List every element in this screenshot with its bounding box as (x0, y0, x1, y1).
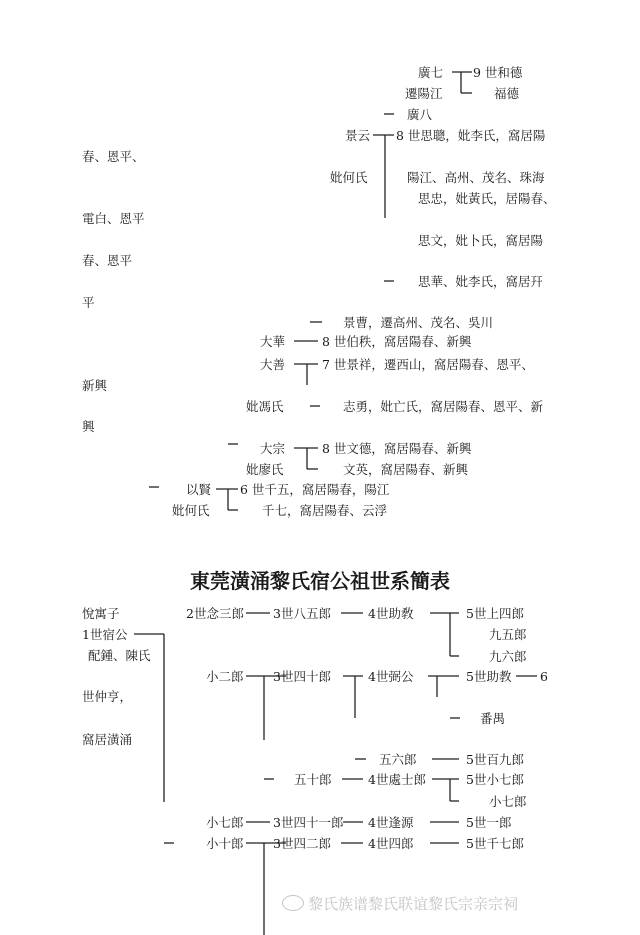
gen3-si-er-lang: 3世四二郎 (273, 836, 331, 851)
name-xiao-er-lang: 小二郎 (206, 669, 244, 684)
gen5-zhu-jiao: 5世助教 (466, 669, 512, 684)
gen4-chu-shi-lang: 4世處士郎 (368, 772, 426, 787)
gen4-feng-yuan: 4世逢源 (368, 815, 414, 830)
gen4-bi-gong: 4世弼公 (368, 669, 414, 684)
wife-feng: 妣馮氏 (246, 399, 284, 414)
genealogy-table-title: 東莞潢涌黎氏宿公祖世系簡表 (190, 569, 450, 593)
gen9-he-de: 9 世和德 (473, 65, 523, 80)
name-xiao-qi-lang-2: 小七郎 (206, 815, 244, 830)
left-note-yue-yu-zi: 悅寓子 (82, 606, 120, 621)
name-guang-ba: 廣八 (407, 107, 433, 122)
wives-zhong-chen: 配鍾、陳氏 (88, 648, 151, 663)
name-wu-shi-lang: 五十郎 (294, 772, 332, 787)
gen8-bo-zhi: 8 世伯秩，窩居陽春、新興 (322, 334, 472, 349)
gen4-zhu-jiao: 4世助敎 (368, 606, 414, 621)
name-si-wen: 思文，妣卜氏，窩居陽 (418, 233, 544, 248)
watermark-text: 黎氏族谱黎氏联谊黎氏宗亲宗祠 (308, 895, 519, 913)
left-note-6: 興 (82, 419, 95, 434)
wife-he: 妣何氏 (330, 170, 368, 185)
gen3-si-shi-lang: 3世四十郎 (273, 669, 331, 684)
name-jing-yun: 景云 (345, 128, 371, 143)
name-si-hua: 思華、妣李氏，窩居幵 (418, 274, 544, 289)
left-note-zhong-heng: 世仲亨， (82, 689, 133, 704)
gen6-qian-wu: 6 世千五，窩居陽春，陽江 (240, 482, 390, 497)
gen1-su-gong: 1世宿公 (82, 627, 128, 642)
name-guang-qi: 廣七 (418, 65, 444, 80)
gen7-jing-xiang: 7 世景祥，遷西山，窩居陽春、恩平、 (322, 357, 534, 372)
name-zhi-yong: 志勇，妣亡氏，窩居陽春、恩平、新 (343, 399, 544, 414)
gen5-yi-lang: 5世一郎 (466, 815, 512, 830)
gen5-qian-qi-lang: 5世千七郎 (466, 836, 524, 851)
name-xiao-shi-lang: 小十郎 (206, 836, 244, 851)
name-jing-cao: 景曹，遷高州、茂名、吳川 (343, 315, 494, 330)
gen6-marker: 6 (540, 669, 548, 684)
gen8-wen-de: 8 世文德，窩居陽春、新興 (322, 441, 472, 456)
wife-he-2: 妣何氏 (172, 503, 210, 518)
left-note-2: 電白、恩平 (82, 211, 145, 226)
name-da-hua: 大華 (260, 334, 286, 349)
left-note-huangchong: 窩居潢涌 (82, 732, 133, 747)
name-jiu-wu-lang: 九五郎 (489, 627, 527, 642)
name-fu-de: 福德 (494, 86, 520, 101)
gen3-si-shi-yi-lang: 3世四十一郎 (273, 815, 344, 830)
left-note-3: 春、恩平 (82, 253, 133, 268)
gen8-si-cong: 8 世思聰，妣李氏，窩居陽 (396, 128, 546, 143)
name-jiu-liu-lang: 九六郎 (489, 649, 527, 664)
name-wu-liu-lang: 五六郎 (379, 752, 417, 767)
place-panyu: 番禺 (480, 711, 506, 726)
left-note-4: 平 (82, 295, 95, 310)
name-wen-ying: 文英，窩居陽春、新興 (343, 462, 469, 477)
places-line: 陽江、高州、茂名、珠海 (407, 170, 545, 185)
name-qian-qi: 千七，窩居陽春、云浮 (262, 503, 388, 518)
wife-liao: 妣廖氏 (246, 462, 284, 477)
name-da-zong: 大宗 (260, 441, 286, 456)
gen4-si-lang: 4世四郎 (368, 836, 414, 851)
name-xiao-qi-lang: 小七郎 (489, 794, 527, 809)
gen5-bai-jiu-lang: 5世百九郎 (466, 752, 524, 767)
watermark (282, 893, 518, 914)
moved-yangjiang: 遷陽江 (405, 86, 443, 101)
name-yi-xian: 以賢 (186, 482, 212, 497)
left-note-5: 新興 (82, 378, 108, 393)
name-si-zhong: 思忠，妣黃氏，居陽春、 (418, 191, 556, 206)
gen2-nian-san-lang: 2世念三郎 (186, 606, 244, 621)
gen5-xiao-qi-lang: 5世小七郎 (466, 772, 524, 787)
left-note-1: 春、恩平、 (82, 149, 145, 164)
name-da-shan: 大善 (260, 357, 286, 372)
gen3-ba-wu-lang: 3世八五郎 (273, 606, 331, 621)
gen5-shang-si-lang: 5世上四郎 (466, 606, 524, 621)
wechat-icon (282, 895, 304, 911)
